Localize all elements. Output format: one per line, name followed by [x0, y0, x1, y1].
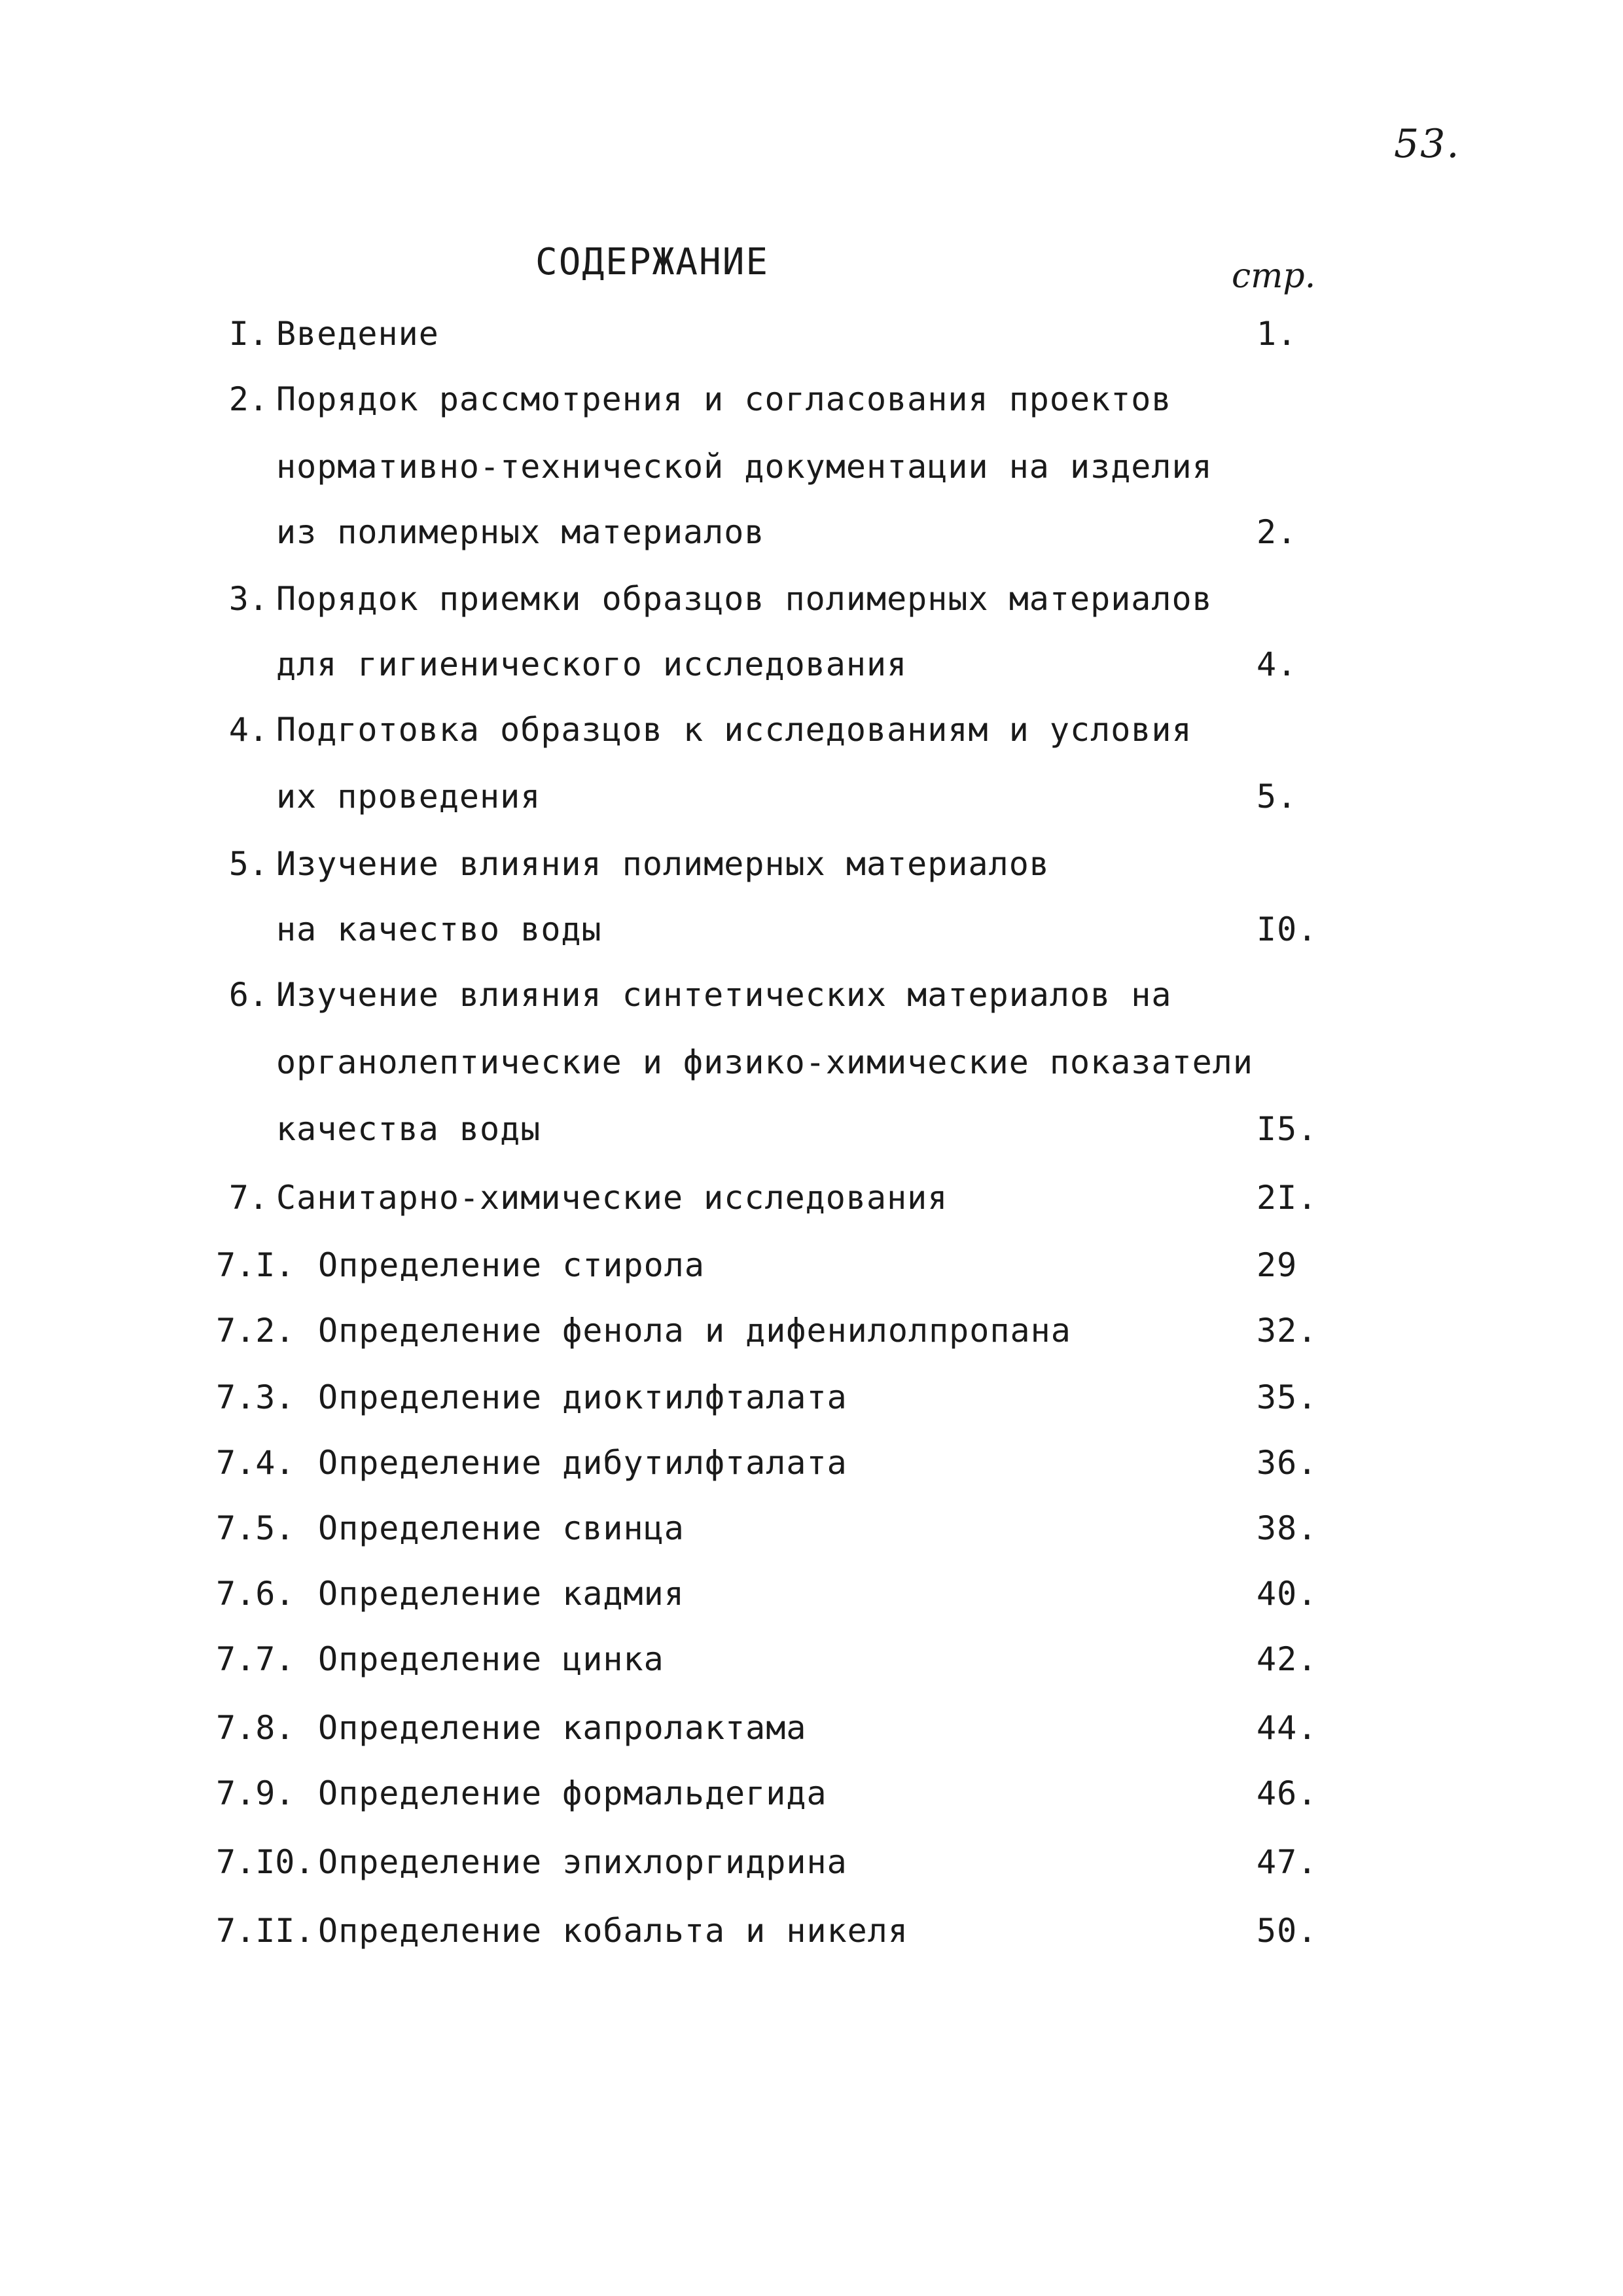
toc-entry-number: 7.II. [216, 1912, 315, 1950]
toc-entry-title: для гигиенического исследования [276, 645, 908, 683]
toc-entry-title: Определение кобальта и никеля [318, 1912, 908, 1950]
toc-entry-title: Определение фенола и дифенилолпропана [318, 1312, 1071, 1350]
toc-entry-page: 42. [1257, 1640, 1318, 1678]
toc-entry-number: 7.9. [216, 1774, 295, 1812]
toc-entry-title: Изучение влияния полимерных материалов [276, 845, 1050, 883]
toc-entry-continuation [0, 1106, 1623, 1152]
toc-entry-page: 2I. [1257, 1179, 1318, 1217]
toc-entry-number: 7.3. [216, 1378, 295, 1416]
toc-entry-title: на качество воды [276, 910, 602, 948]
toc-entry-title: Определение капролактама [318, 1709, 807, 1747]
toc-entry-page: I0. [1257, 910, 1318, 948]
toc-entry [0, 841, 1623, 887]
toc-entry-number: 6. [228, 976, 268, 1014]
toc-entry-title: нормативно-технической документации на изделия [276, 448, 1213, 486]
toc-entry-page: 5. [1257, 778, 1298, 816]
toc-entry-title: Определение эпихлоргидрина [318, 1843, 847, 1881]
toc-entry-title: Определение дибутилфталата [318, 1444, 847, 1482]
toc-entry-page: 4. [1257, 645, 1298, 683]
toc-entry-title: Введение [276, 315, 439, 353]
toc-entry-title: Определение диоктилфталата [318, 1378, 847, 1416]
toc-entry-number: 7.I0. [216, 1843, 315, 1881]
toc-entry [0, 972, 1623, 1018]
toc-entry [0, 1440, 1623, 1486]
toc-entry-page: 32. [1257, 1312, 1318, 1350]
toc-entry-page: 40. [1257, 1575, 1318, 1613]
toc-entry-number: 7.7. [216, 1640, 295, 1678]
toc-entry-page: I5. [1257, 1110, 1318, 1148]
toc-entry [0, 1505, 1623, 1551]
toc-entry [0, 376, 1623, 422]
toc-entry-page: 36. [1257, 1444, 1318, 1482]
toc-entry [0, 311, 1623, 357]
toc-entry [0, 1175, 1623, 1221]
page-title: СОДЕРЖАНИЕ [535, 241, 770, 283]
toc-entry-title: из полимерных материалов [276, 513, 765, 551]
toc-entry-number: 7.I. [216, 1246, 295, 1284]
toc-entry-number: 4. [228, 711, 268, 749]
toc-entry-title: органолептические и физико-химические показатели [276, 1043, 1253, 1081]
toc-entry-title: Определение формальдегида [318, 1774, 827, 1812]
toc-entry-title: их проведения [276, 778, 541, 816]
toc-entry-page: 29 [1257, 1246, 1298, 1284]
toc-entry-page: 46. [1257, 1774, 1318, 1812]
page-column-label: стр. [1232, 257, 1316, 296]
toc-entry-number: 7.2. [216, 1312, 295, 1350]
toc-entry-page: 1. [1257, 315, 1298, 353]
toc-entry-title: Порядок рассмотрения и согласования проектов [276, 380, 1172, 418]
toc-entry-number: 7. [228, 1179, 268, 1217]
toc-entry-page: 47. [1257, 1843, 1318, 1881]
toc-entry-title: Определение свинца [318, 1509, 685, 1547]
toc-entry-continuation [0, 774, 1623, 819]
toc-entry-continuation [0, 906, 1623, 952]
toc-entry-title: Определение кадмия [318, 1575, 685, 1613]
toc-entry [0, 1908, 1623, 1954]
page-number: 53. [1394, 121, 1461, 167]
toc-entry [0, 1242, 1623, 1288]
toc-entry-number: 5. [228, 845, 268, 883]
toc-entry-title: Определение цинка [318, 1640, 664, 1678]
toc-entry-number: 2. [228, 380, 268, 418]
toc-entry-page: 44. [1257, 1709, 1318, 1747]
toc-entry [0, 1705, 1623, 1751]
toc-entry-title: Санитарно-химические исследования [276, 1179, 948, 1217]
toc-entry-title: качества воды [276, 1110, 541, 1148]
toc-entry [0, 1839, 1623, 1885]
toc-entry-page: 35. [1257, 1378, 1318, 1416]
toc-entry [0, 576, 1623, 622]
toc-entry-continuation [0, 641, 1623, 687]
toc-entry-title: Определение стирола [318, 1246, 705, 1284]
toc-entry-page: 2. [1257, 513, 1298, 551]
toc-entry-continuation [0, 509, 1623, 555]
toc-entry-page: 38. [1257, 1509, 1318, 1547]
toc-entry [0, 1374, 1623, 1420]
toc-entry-page: 50. [1257, 1912, 1318, 1950]
toc-entry-number: 3. [228, 580, 268, 618]
toc-entry-number: I. [228, 315, 268, 353]
toc-entry-number: 7.6. [216, 1575, 295, 1613]
toc-entry-number: 7.5. [216, 1509, 295, 1547]
toc-entry [0, 1636, 1623, 1682]
toc-entry-title: Порядок приемки образцов полимерных материалов [276, 580, 1213, 618]
toc-entry-continuation [0, 1039, 1623, 1085]
toc-entry-title: Подготовка образцов к исследованиям и условия [276, 711, 1192, 749]
toc-entry [0, 1308, 1623, 1354]
toc-entry [0, 1770, 1623, 1816]
toc-entry-continuation [0, 444, 1623, 490]
toc-entry-number: 7.8. [216, 1709, 295, 1747]
toc-entry-number: 7.4. [216, 1444, 295, 1482]
toc-entry [0, 707, 1623, 753]
toc-entry-title: Изучение влияния синтетических материалов на [276, 976, 1172, 1014]
toc-entry [0, 1571, 1623, 1617]
